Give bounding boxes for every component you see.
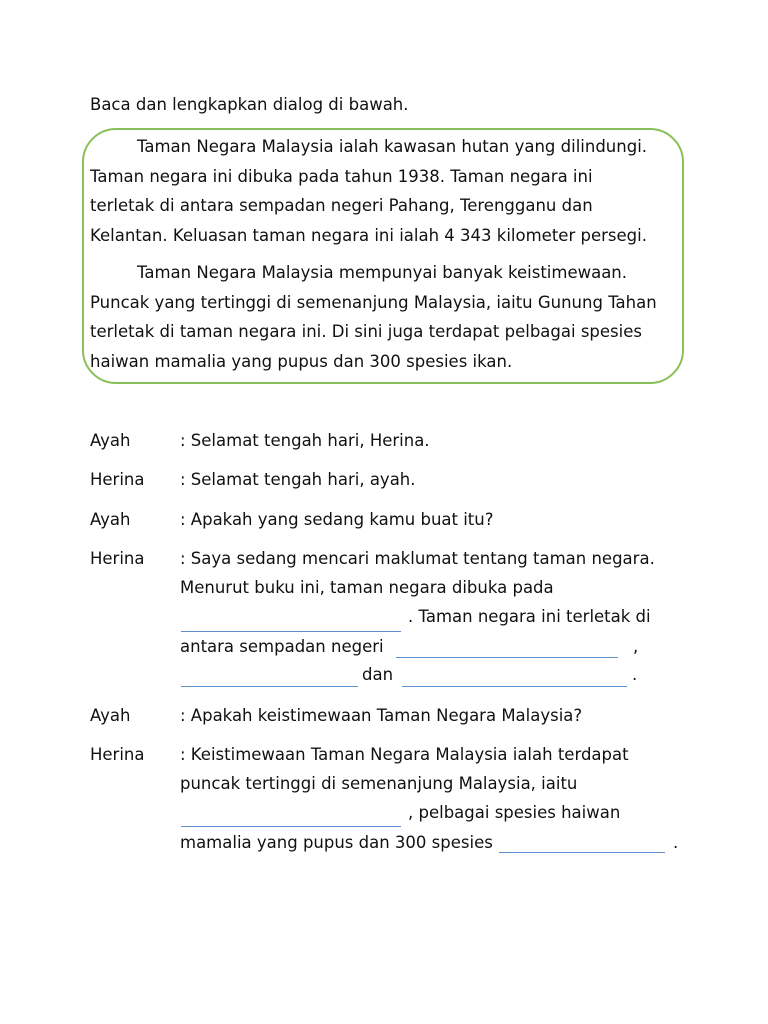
dialog-line: , pelbagai spesies haiwan <box>408 803 621 822</box>
dialog-line: : Selamat tengah hari, ayah. <box>180 470 416 489</box>
dialog-line: : Apakah yang sedang kamu buat itu? <box>180 510 494 529</box>
speaker-label: Herina <box>90 549 145 568</box>
answer-blank-state-1[interactable] <box>396 657 618 658</box>
speaker-label: Ayah <box>90 706 131 725</box>
answer-blank-species[interactable] <box>499 852 665 853</box>
passage-line: terletak di antara sempadan negeri Pahang, Terengganu dan <box>90 196 593 215</box>
dialog-line: : Saya sedang mencari maklumat tentang taman negara. <box>180 549 655 568</box>
speaker-label: Ayah <box>90 431 131 450</box>
dialog-line: , <box>633 637 639 656</box>
dialog-line: antara sempadan negeri <box>180 637 384 656</box>
answer-blank-state-3[interactable] <box>402 686 627 687</box>
passage-line: Taman Negara Malaysia ialah kawasan hutan yang dilindungi. <box>137 137 648 156</box>
speaker-label: Ayah <box>90 510 131 529</box>
passage-line: Taman Negara Malaysia mempunyai banyak keistimewaan. <box>137 263 628 282</box>
answer-blank-state-2[interactable] <box>181 686 358 687</box>
passage-line: Taman negara ini dibuka pada tahun 1938. Taman negara ini <box>90 167 593 186</box>
passage-line: Kelantan. Keluasan taman negara ini ialah 4 343 kilometer persegi. <box>90 226 647 245</box>
dialog-line: puncak tertinggi di semenanjung Malaysia, iaitu <box>180 774 578 793</box>
dialog-line: : Selamat tengah hari, Herina. <box>180 431 430 450</box>
dialog-line: : Apakah keistimewaan Taman Negara Malaysia? <box>180 706 583 725</box>
dialog-line: mamalia yang pupus dan 300 spesies <box>180 833 493 852</box>
passage-line: terletak di taman negara ini. Di sini juga terdapat pelbagai spesies <box>90 322 642 341</box>
dialog-line: . <box>673 833 679 852</box>
speaker-label: Herina <box>90 470 145 489</box>
dialog-line: . Taman negara ini terletak di <box>408 607 651 626</box>
dialog-line: dan <box>362 665 394 684</box>
dialog-line: Menurut buku ini, taman negara dibuka pada <box>180 578 554 597</box>
dialog-line: : Keistimewaan Taman Negara Malaysia ialah terdapat <box>180 745 629 764</box>
dialog-line: . <box>632 665 638 684</box>
passage-line: haiwan mamalia yang pupus dan 300 spesies ikan. <box>90 352 513 371</box>
answer-blank-peak[interactable] <box>181 826 401 827</box>
answer-blank-year[interactable] <box>181 631 401 632</box>
passage-line: Puncak yang tertinggi di semenanjung Malaysia, iaitu Gunung Tahan <box>90 293 657 312</box>
instruction: Baca dan lengkapkan dialog di bawah. <box>90 95 409 114</box>
speaker-label: Herina <box>90 745 145 764</box>
